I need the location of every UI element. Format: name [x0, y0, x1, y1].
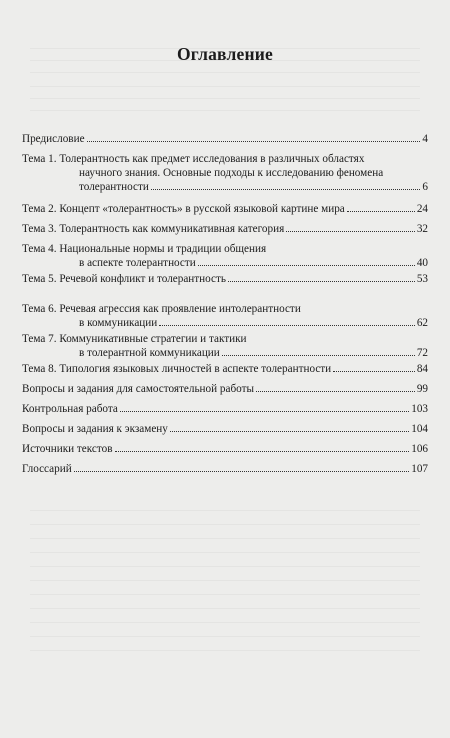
dot-leader [347, 211, 415, 212]
bleed-through-line [30, 650, 420, 651]
bleed-through-line [30, 60, 420, 61]
toc-entry-label: Тема 4. Национальные нормы и традиции общения [22, 243, 267, 255]
dot-leader [151, 189, 421, 190]
toc-entry-label: Вопросы и задания для самостоятельной работы [22, 383, 255, 395]
bleed-through-line [30, 110, 420, 111]
bleed-through-line [30, 552, 420, 553]
dot-leader [228, 281, 415, 282]
page-title: Оглавление [177, 44, 273, 64]
toc-entry-label: Глоссарий [22, 463, 72, 475]
toc-entry-continuation: в коммуникации [79, 317, 158, 329]
bleed-through-line [30, 86, 420, 87]
toc-page-number: 32 [416, 223, 428, 235]
dot-leader [286, 231, 415, 232]
dot-leader [115, 451, 410, 452]
dot-leader [170, 431, 409, 432]
toc-page-number: 72 [416, 347, 428, 359]
toc-page-number: 24 [416, 203, 428, 215]
toc-entry[interactable] [22, 462, 428, 476]
toc-page-number: 99 [416, 383, 428, 395]
bleed-through-line [30, 636, 420, 637]
bleed-through-line [30, 566, 420, 567]
toc-entry[interactable] [22, 152, 428, 194]
toc-entry[interactable] [22, 132, 428, 146]
toc-page-number: 104 [411, 423, 428, 435]
bleed-through-line [30, 538, 420, 539]
toc-entry[interactable] [22, 332, 428, 360]
toc-page-number: 6 [422, 181, 428, 193]
toc-entry-label: Тема 3. Толерантность как коммуникативная категория [22, 223, 285, 235]
bleed-through-line [30, 580, 420, 581]
toc-entry[interactable] [22, 202, 428, 216]
toc-entry-label: Тема 7. Коммуникативные стратегии и тактики [22, 333, 247, 345]
toc-page-number: 106 [411, 443, 428, 455]
toc-page-number: 53 [416, 273, 428, 285]
toc-entry[interactable] [22, 402, 428, 416]
toc-entry-continuation: в толерантной коммуникации [79, 347, 220, 359]
toc-entry[interactable] [22, 442, 428, 456]
toc-entry-continuation: научного знания. Основные подходы к исследованию феномена [79, 167, 384, 179]
toc-page-number: 40 [416, 257, 428, 269]
toc-entry-label: Контрольная работа [22, 403, 118, 415]
bleed-through-line [30, 622, 420, 623]
toc-page-number: 84 [416, 363, 428, 375]
toc-entry[interactable] [22, 422, 428, 436]
toc-entry-label: Источники текстов [22, 443, 113, 455]
dot-leader [256, 391, 415, 392]
bleed-through-line [30, 608, 420, 609]
bleed-through-line [30, 524, 420, 525]
dot-leader [333, 371, 415, 372]
dot-leader [222, 355, 415, 356]
toc-entry[interactable] [22, 242, 428, 270]
toc-page-number: 62 [416, 317, 428, 329]
toc-entry[interactable] [22, 302, 428, 330]
toc-entry-continuation: толерантности [79, 181, 149, 193]
toc-entry-label: Тема 8. Типология языковых личностей в аспекте толерантности [22, 363, 332, 375]
dot-leader [198, 265, 415, 266]
bleed-through-line [30, 48, 420, 49]
bleed-through-line [30, 72, 420, 73]
dot-leader [159, 325, 415, 326]
toc-entry-label: Тема 1. Толерантность как предмет исследования в различных областях [22, 153, 365, 165]
bleed-through-line [30, 98, 420, 99]
toc-entry-label: Предисловие [22, 133, 85, 145]
dot-leader [120, 411, 409, 412]
toc-page-number: 107 [411, 463, 428, 475]
toc-entry[interactable] [22, 222, 428, 236]
toc-page-number: 103 [411, 403, 428, 415]
toc-page-number: 4 [422, 133, 428, 145]
toc-entry-label: Тема 5. Речевой конфликт и толерантность [22, 273, 226, 285]
toc-entry-label: Тема 2. Концепт «толерантность» в русской языковой картине мира [22, 203, 345, 215]
dot-leader [74, 471, 410, 472]
toc-entry-label: Тема 6. Речевая агрессия как проявление интолерантности [22, 303, 301, 315]
toc-entry[interactable] [22, 362, 428, 376]
toc-entry[interactable] [22, 272, 428, 286]
dot-leader [87, 141, 421, 142]
toc-entry[interactable] [22, 382, 428, 396]
bleed-through-line [30, 594, 420, 595]
bleed-through-line [30, 510, 420, 511]
toc-entry-label: Вопросы и задания к экзамену [22, 423, 168, 435]
toc-entry-continuation: в аспекте толерантности [79, 257, 196, 269]
